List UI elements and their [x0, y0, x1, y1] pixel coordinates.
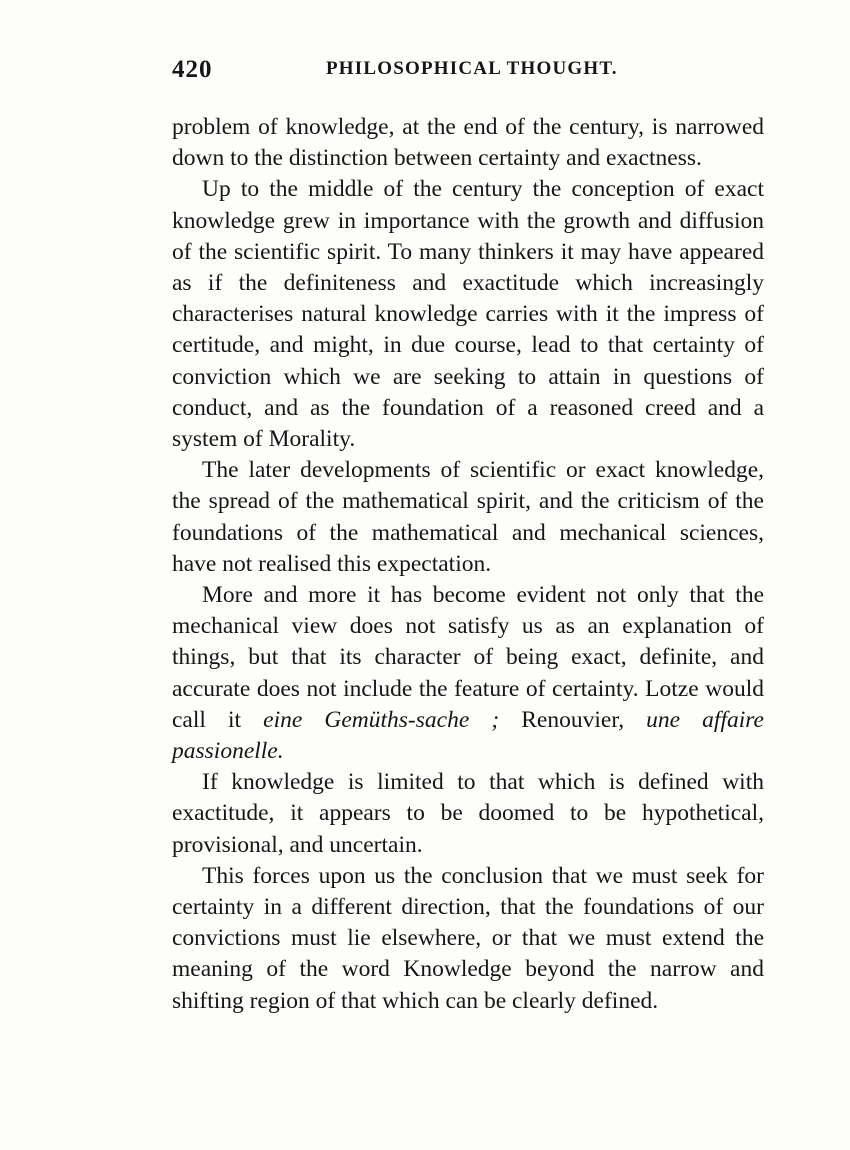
foreign-phrase-french: une affaire passionelle. — [172, 706, 764, 765]
paragraph-limited-knowledge: If knowledge is limited to that which is defined with exactitude, it appears to be doomed to be hypothetical, provisional, and uncertain. — [172, 769, 764, 858]
paragraph-continuation: problem of knowledge, at the end of the century, is narrowed down to the distinction between certainty and exactness. — [172, 114, 764, 172]
running-title: PHILOSOPHICAL THOUGHT. — [326, 58, 618, 79]
paragraph-conclusion: This forces upon us the conclusion that we must seek for certainty in a different direction, that the foundations of our convictions must lie elsewhere, or that we must extend the meaning of the word Knowledge beyond the narrow and shifting region of that which can be clearly defined. — [172, 862, 764, 1014]
paragraph-text-before-quote: More and more it has become evident not only that the mechanical view does not satisfy us as an explanation of things, but that its character of being exact, definite, and accurate does not include the feature of certainty. Lotze would call it — [172, 582, 764, 733]
foreign-phrase-german: eine Gemüths-sache ; — [263, 706, 500, 733]
running-head — [172, 56, 762, 90]
body-text — [172, 112, 764, 1017]
paragraph-mechanical-view — [172, 580, 764, 767]
paragraph-later-developments: The later developments of scientific or exact knowledge, the spread of the mathematical spirit, and the criticism of the foundations of the mathematical and mechanical sciences, have not realised this expectation. — [172, 457, 764, 577]
page-number: 420 — [172, 56, 213, 83]
paragraph-exact-knowledge: Up to the middle of the century the conception of exact knowledge grew in importance with the growth and diffusion of the scientific spirit. To many thinkers it may have appeared as if the definiteness and exactitude which increasingly characterises natural knowledge carries with it the impress of certitude, and might, in due course, lead to that certainty of conviction which we are seeking to attain in questions of conduct, and as the foundation of a reasoned creed and a system of Morality. — [172, 176, 764, 453]
paragraph-text-middle: Renouvier, — [499, 706, 647, 733]
